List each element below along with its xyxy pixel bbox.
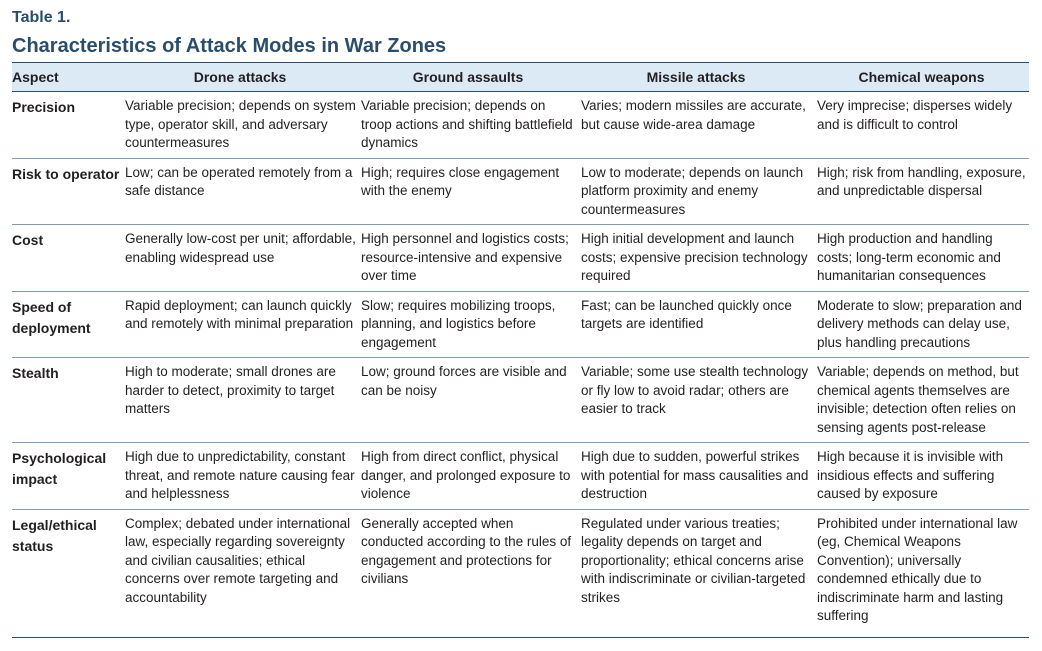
table-cell: Variable; depends on method, but chemical agents themselves are invisible; detection often relies on sensing agents post-release — [814, 358, 1029, 443]
row-label-precision: Precision — [12, 92, 122, 159]
table-cell: Fast; can be launched quickly once targets are identified — [578, 291, 814, 358]
column-header-missile: Missile attacks — [578, 63, 814, 92]
table-row — [12, 225, 1029, 292]
table-row — [12, 158, 1029, 225]
table-row — [12, 291, 1029, 358]
table-cell: Low to moderate; depends on launch platform proximity and enemy countermeasures — [578, 158, 814, 225]
column-header-ground: Ground assaults — [358, 63, 578, 92]
table-cell: High production and handling costs; long-term economic and humanitarian consequences — [814, 225, 1029, 292]
row-label-psychological: Psychological impact — [12, 443, 122, 510]
column-header-aspect: Aspect — [12, 63, 122, 92]
header-row — [12, 63, 1029, 92]
table-row — [12, 509, 1029, 631]
table-row — [12, 92, 1029, 159]
table-cell: Low; can be operated remotely from a safe distance — [122, 158, 358, 225]
table-cell: Regulated under various treaties; legality depends on target and proportionality; ethical concerns arise with indiscriminate or civilian-targeted strikes — [581, 515, 806, 605]
table-cell: Very imprecise; disperses widely and is difficult to control — [814, 92, 1029, 159]
table-cell: High because it is invisible with insidious effects and suffering caused by exposure — [814, 443, 1029, 510]
table-cell: High to moderate; small drones are harder to detect, proximity to target matters — [122, 358, 358, 443]
table-cell: Generally low-cost per unit; affordable, enabling widespread use — [122, 225, 358, 292]
row-label-risk: Risk to operator — [12, 158, 122, 225]
row-label-cost: Cost — [12, 225, 122, 292]
table-row — [12, 443, 1029, 510]
table-cell: High from direct conflict, physical danger, and prolonged exposure to violence — [358, 443, 578, 510]
table-cell: Complex; debated under international law, especially regarding sovereignty and civilian causalities; ethical concerns over remote targeting and accountability — [125, 515, 351, 605]
table-cell: High due to sudden, powerful strikes with potential for mass causalities and destruction — [578, 443, 814, 510]
table-cell: High due to unpredictability, constant threat, and remote nature causing fear and helplessness — [122, 443, 358, 510]
table-cell: Rapid deployment; can launch quickly and remotely with minimal preparation — [122, 291, 358, 358]
table-row — [12, 358, 1029, 443]
table-title: Characteristics of Attack Modes in War Zones — [12, 35, 447, 57]
table-cell: High; risk from handling, exposure, and unpredictable dispersal — [814, 158, 1029, 225]
table-cell: Varies; modern missiles are accurate, but cause wide-area damage — [578, 92, 814, 159]
table-cell: Slow; requires mobilizing troops, planning, and logistics before engagement — [358, 291, 578, 358]
table-cell: Variable precision; depends on troop actions and shifting battlefield dynamics — [358, 92, 578, 159]
table-cell: Variable precision; depends on system type, operator skill, and adversary countermeasures — [122, 92, 358, 159]
table-cell: High; requires close engagement with the enemy — [358, 158, 578, 225]
column-header-drone: Drone attacks — [122, 63, 358, 92]
table-cell: Moderate to slow; preparation and delivery methods can delay use, plus handling precautions — [814, 291, 1029, 358]
row-label-speed: Speed of deployment — [12, 291, 122, 358]
table-cell: High initial development and launch costs; expensive precision technology required — [578, 225, 814, 292]
table-cell: Generally accepted when conducted according to the rules of engagement and protections for civilians — [361, 515, 572, 586]
row-label-stealth: Stealth — [12, 358, 122, 443]
bottom-rule — [12, 637, 1029, 638]
column-header-chemical: Chemical weapons — [814, 63, 1029, 92]
table-label: Table 1. — [12, 9, 71, 26]
table-cell: Low; ground forces are visible and can be noisy — [358, 358, 578, 443]
row-label-legal: Legal/ethical status — [12, 516, 97, 554]
attack-modes-table — [12, 63, 1029, 631]
table-cell: Variable; some use stealth technology or fly low to avoid radar; others are easier to track — [578, 358, 814, 443]
table-cell: High personnel and logistics costs; resource-intensive and expensive over time — [358, 225, 578, 292]
table-cell: Prohibited under international law (eg, Chemical Weapons Convention); universally condemned ethically due to indiscriminate harm and lasting suffering — [817, 515, 1018, 623]
